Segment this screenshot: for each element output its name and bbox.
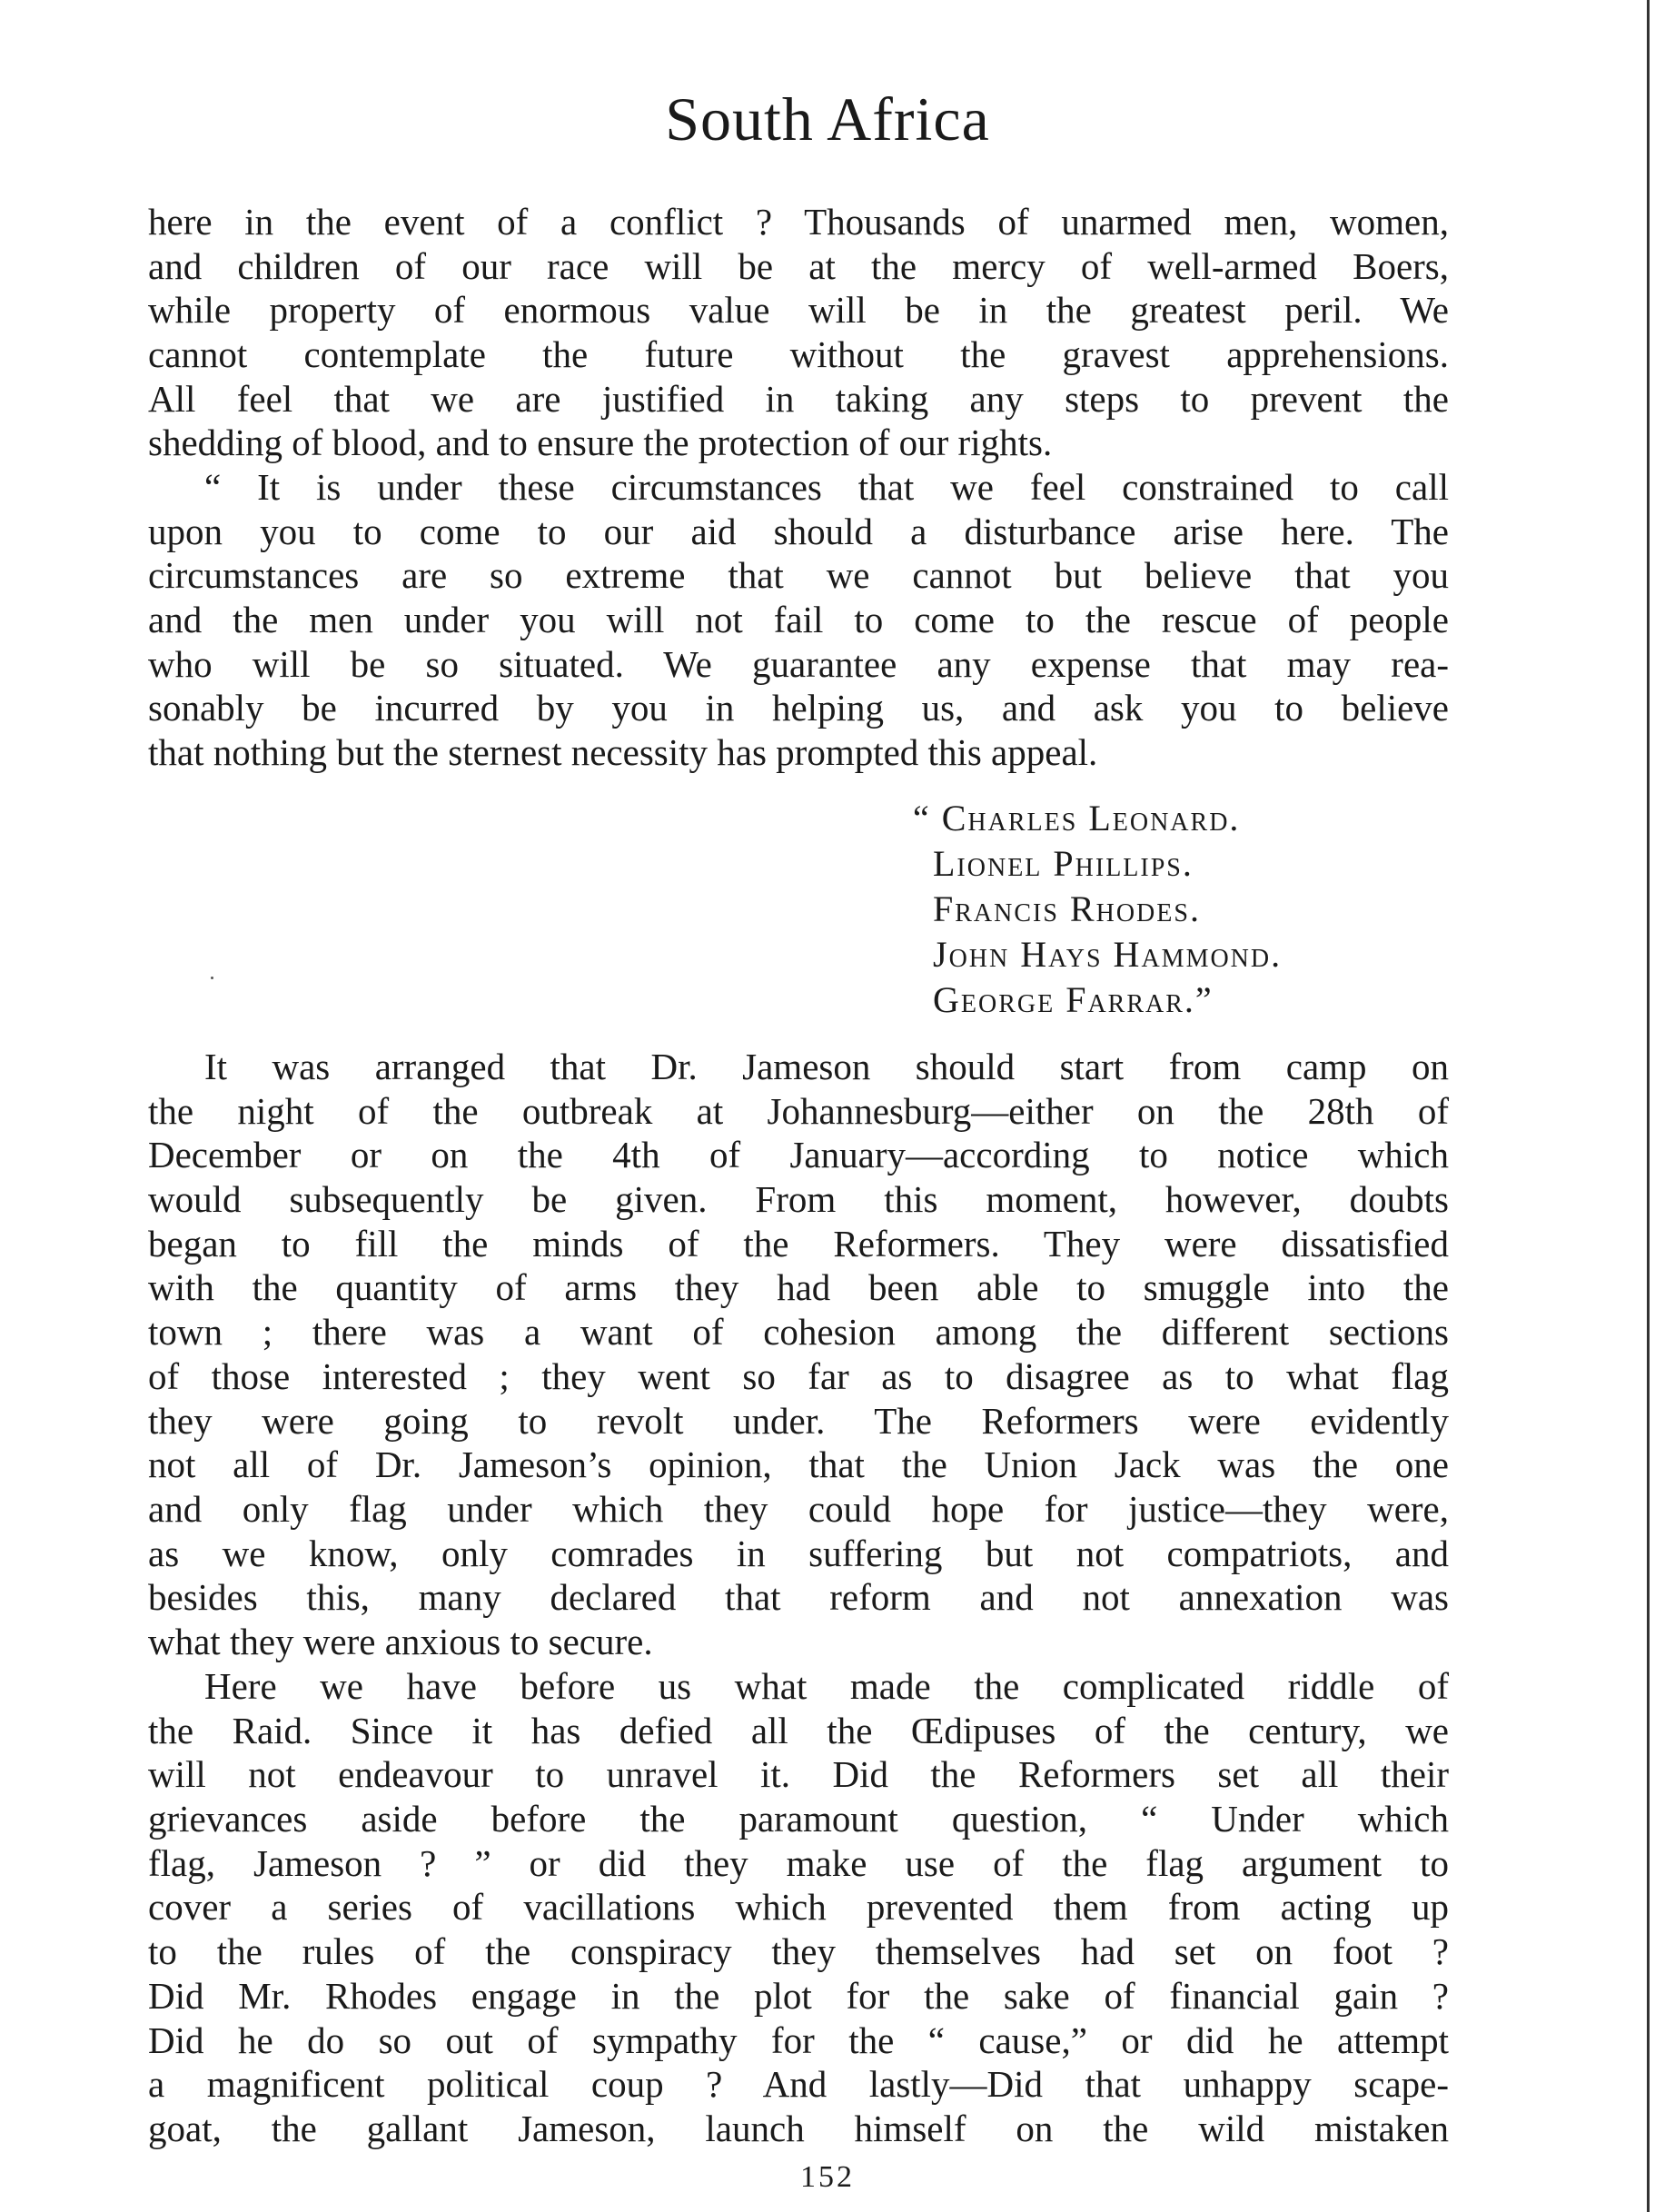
text-line: grievances aside before the paramount question, “ Under which xyxy=(148,1798,1449,1840)
text-line: shedding of blood, and to ensure the protection of our rights. xyxy=(148,422,1053,464)
text-line: besides this, many declared that reform and not annexation was xyxy=(148,1576,1449,1619)
text-line: as we know, only comrades in suffering but not compatriots, and xyxy=(148,1532,1449,1574)
signatory: George Farrar.” xyxy=(933,979,1214,1020)
signatory: “ Charles Leonard. xyxy=(913,798,1241,838)
paragraph-4 xyxy=(148,1664,1449,2151)
text-line: It was arranged that Dr. Jameson should start from camp on xyxy=(204,1046,1449,1087)
text-line: flag, Jameson ? ” or did they make use of the flag argument to xyxy=(148,1841,1449,1884)
text-line: Here we have before us what made the complicated riddle of xyxy=(204,1665,1449,1707)
paragraph-2 xyxy=(148,465,1449,775)
text-line: upon you to come to our aid should a disturbance arise here. The xyxy=(148,510,1449,552)
text-line: cover a series of vacillations which prevented them from acting up xyxy=(148,1886,1449,1929)
text-line: that nothing but the sternest necessity has prompted this appeal. xyxy=(148,731,1098,774)
text-line: and the men under you will not fail to come to the rescue of people xyxy=(148,599,1449,641)
text-line: cannot contemplate the future without the gravest apprehensions. xyxy=(148,333,1449,376)
text-line: began to fill the minds of the Reformers. They were dissatisfied xyxy=(148,1222,1449,1265)
page-edge-rule xyxy=(1647,0,1650,2212)
page-title: South Africa xyxy=(665,84,990,154)
text-line: to the rules of the conspiracy they themselves had set on foot ? xyxy=(148,1930,1449,1973)
paragraph-1 xyxy=(148,200,1449,465)
text-line: circumstances are so extreme that we cannot but believe that you xyxy=(148,554,1449,597)
text-line: and only flag under which they could hope for justice—they were, xyxy=(148,1487,1449,1530)
text-line: a magnificent political coup ? And lastly—Did that unhappy scape- xyxy=(148,2063,1449,2106)
text-line: will not endeavour to unravel it. Did the Reformers set all their xyxy=(148,1753,1449,1796)
paragraph-3 xyxy=(148,1045,1449,1664)
speck xyxy=(211,977,213,979)
signature-block xyxy=(913,796,1282,1023)
text-line: what they were anxious to secure. xyxy=(148,1620,653,1662)
text-line: town ; there was a want of cohesion among the different sections xyxy=(148,1311,1449,1354)
text-line: here in the event of a conflict ? Thousands of unarmed men, women, xyxy=(148,201,1449,243)
text-line: goat, the gallant Jameson, launch himself on the wild mistaken xyxy=(148,2107,1449,2149)
text-line: of those interested ; they went so far as to disagree as to what flag xyxy=(148,1354,1449,1397)
signatory: John Hays Hammond. xyxy=(933,934,1283,975)
page-number: 152 xyxy=(800,2160,855,2194)
text-line: and children of our race will be at the mercy of well-armed Boers, xyxy=(148,244,1449,287)
text-line: December or on the 4th of January—according to notice which xyxy=(148,1134,1449,1176)
text-line: Did Mr. Rhodes engage in the plot for the sake of financial gain ? xyxy=(148,1974,1449,2017)
text-line: “ It is under these circumstances that we feel constrained to call xyxy=(204,466,1449,508)
text-line: sonably be incurred by you in helping us, and ask you to believe xyxy=(148,687,1449,729)
text-line: while property of enormous value will be in the greatest peril. We xyxy=(148,289,1449,332)
text-line: the Raid. Since it has defied all the Œdipuses of the century, we xyxy=(148,1709,1449,1751)
text-line: would subsequently be given. From this moment, however, doubts xyxy=(148,1178,1449,1221)
text-line: Did he do so out of sympathy for the “ cause,” or did he attempt xyxy=(148,2019,1449,2061)
text-line: with the quantity of arms they had been able to smuggle into the xyxy=(148,1266,1449,1309)
text-line: they were going to revolt under. The Reformers were evidently xyxy=(148,1399,1449,1442)
signatory: Lionel Phillips. xyxy=(933,843,1194,884)
text-line: All feel that we are justified in taking any steps to prevent the xyxy=(148,377,1449,420)
text-line: not all of Dr. Jameson’s opinion, that the Union Jack was the one xyxy=(148,1443,1449,1486)
text-line: who will be so situated. We guarantee any expense that may rea- xyxy=(148,642,1449,685)
text-line: the night of the outbreak at Johannesburg—either on the 28th of xyxy=(148,1089,1449,1132)
signatory: Francis Rhodes. xyxy=(933,888,1201,929)
